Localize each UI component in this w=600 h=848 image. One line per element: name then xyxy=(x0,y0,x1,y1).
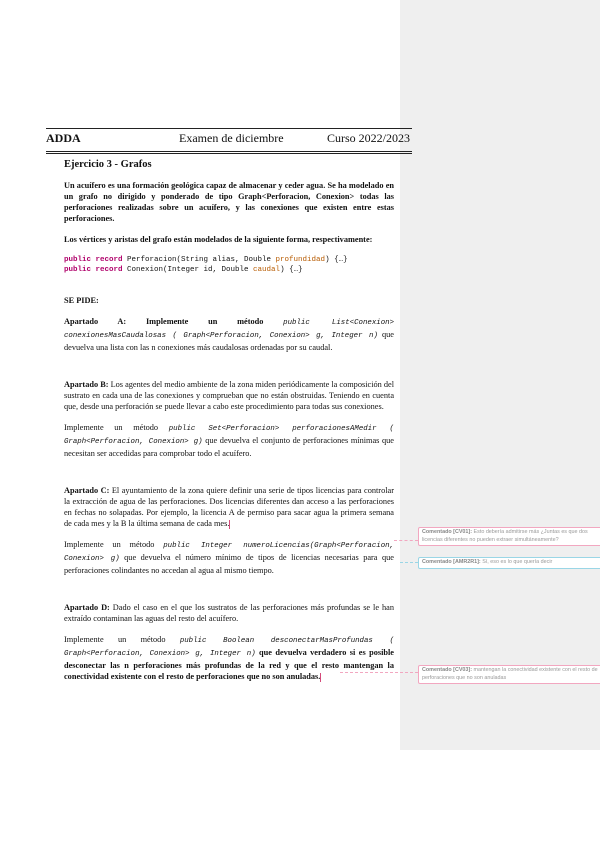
code-text: ) {…} xyxy=(280,266,303,274)
apartado-d-text: Dado el caso en el que los sustratos de las perforaciones más profundas se le han extraído contaminan las aguas del resto del acuífero. xyxy=(64,603,394,623)
apartado-d xyxy=(64,602,394,624)
apartado-d-code: public Boolean desconectarMasProfundas ( Graph<Perforacion, Conexion> g, Integer n) xyxy=(64,637,394,658)
comment-author: Comentado [AMR2R1]: xyxy=(422,559,481,565)
apartado-c-code: public Integer numeroLicencias(Graph<Perforacion, Conexion> g) xyxy=(64,542,394,563)
comment-leader-line xyxy=(394,540,418,541)
header-exam: Examen de diciembre xyxy=(179,131,284,145)
apartado-b xyxy=(64,379,394,412)
page-header xyxy=(46,128,412,154)
code-field: profundidad xyxy=(275,256,326,264)
apartado-d-method xyxy=(64,634,394,682)
apartado-c-text: El ayuntamiento de la zona quiere definir una serie de tipos licencias para controlar la extracción de agua de las perforaciones. Dos licencias diferentes dan acceso a las perforaciones en fechas no solapadas. Por ejemplo, la licencia A de permiso para sacar agua la primera semana de cada mes y la B la última semana de cada mes. xyxy=(64,486,394,528)
exercise-title: Ejercicio 3 - Grafos xyxy=(64,159,152,170)
code-text: ) {…} xyxy=(325,256,348,264)
header-course: Curso 2022/2023 xyxy=(326,131,410,145)
apartado-a-post: que devuelva una lista con las n conexiones más caudalosas ordenadas por su caudal. xyxy=(64,330,394,352)
comment-author: Comentado [CV03]: xyxy=(422,667,473,673)
intro-paragraph: Un acuífero es una formación geológica capaz de almacenar y ceder agua. Se ha modelado en un grafo no dirigido y ponderado de tipo Graph<Perforacion, Conexion> todas las perforaciones realizadas sobre un acuífero, y las conexiones que existen entre estas perforaciones. xyxy=(64,181,394,223)
apartado-c-post: que devuelva el número mínimo de tipos de licencias necesarias para que perforaciones colindantes no accedan al agua al mismo tiempo. xyxy=(64,553,394,575)
apartado-b-post: que devuelva el conjunto de perforaciones mínimas que necesitan ser accedidas para comprobar todo el acuífero. xyxy=(64,436,394,458)
comments-margin xyxy=(400,0,600,750)
apartado-b-method xyxy=(64,422,394,459)
comment-author: Comentado [CV01]: xyxy=(422,529,473,535)
apartado-a-label: Apartado A: xyxy=(64,317,127,326)
header-subject: ADDA xyxy=(46,131,81,145)
comment-leader-line xyxy=(400,562,418,563)
code-text: Perforacion(String alias, Double xyxy=(122,256,276,264)
code-keyword: public record xyxy=(64,266,123,274)
apartado-d-pre: Implemente un método xyxy=(64,635,180,644)
apartado-c-pre: Implemente un método xyxy=(64,540,164,549)
apartado-b-label: Apartado B: xyxy=(64,380,109,389)
apartado-c-label: Apartado C: xyxy=(64,486,110,495)
comment-text: Sí, eso es lo que quería decir xyxy=(480,559,553,565)
model-paragraph: Los vértices y aristas del grafo están modelados de la siguiente forma, respectivamente: xyxy=(64,235,373,244)
apartado-d-label: Apartado D: xyxy=(64,603,110,612)
se-pide-heading: SE PIDE: xyxy=(64,296,99,305)
apartado-b-code: public Set<Perforacion> perforacionesAMedir ( Graph<Perforacion, Conexion> g) xyxy=(64,425,394,446)
document-body xyxy=(64,156,394,682)
apartado-b-text: Los agentes del medio ambiente de la zona miden periódicamente la composición del sustrato en cada una de las conexiones y comprueban que no están obstruidas. Teniendo en cuenta que, desde una perforación se puede llevar a cabo este procedimiento para todas sus conexiones. xyxy=(64,380,395,411)
code-keyword: public record xyxy=(64,256,123,264)
comment-box[interactable] xyxy=(418,665,600,684)
apartado-a-pre: Implemente un método xyxy=(126,317,284,326)
code-block xyxy=(64,255,394,275)
code-text: Conexion(Integer id, Double xyxy=(122,266,254,274)
apartado-a-code: public List<Conexion> conexionesMasCaudalosas ( Graph<Perforacion, Conexion> g, Integer n) xyxy=(64,319,395,340)
code-field: caudal xyxy=(253,266,281,274)
comment-box[interactable] xyxy=(418,527,600,546)
comment-text: Esto debería admitirse más ¿Juntas es que dos licencias diferentes no pueden extraer simultáneamente? xyxy=(422,529,588,543)
comment-anchor xyxy=(229,520,230,529)
comment-reply-box[interactable] xyxy=(418,557,600,569)
apartado-d-post: que devuelva verdadero si es posible desconectar las n perforaciones más profundas de la red y que el resto mantengan la conectividad existente con el resto de perforaciones que no son anuladas. xyxy=(64,648,394,681)
comment-anchor xyxy=(320,673,321,682)
comment-text: mantengan la conectividad existente con el resto de perforaciones que no son anuladas xyxy=(422,667,598,681)
apartado-a xyxy=(64,316,394,353)
apartado-c-method xyxy=(64,539,394,576)
apartado-b-pre: Implemente un método xyxy=(64,423,169,432)
apartado-c xyxy=(64,485,394,529)
comment-leader-line xyxy=(340,672,418,673)
